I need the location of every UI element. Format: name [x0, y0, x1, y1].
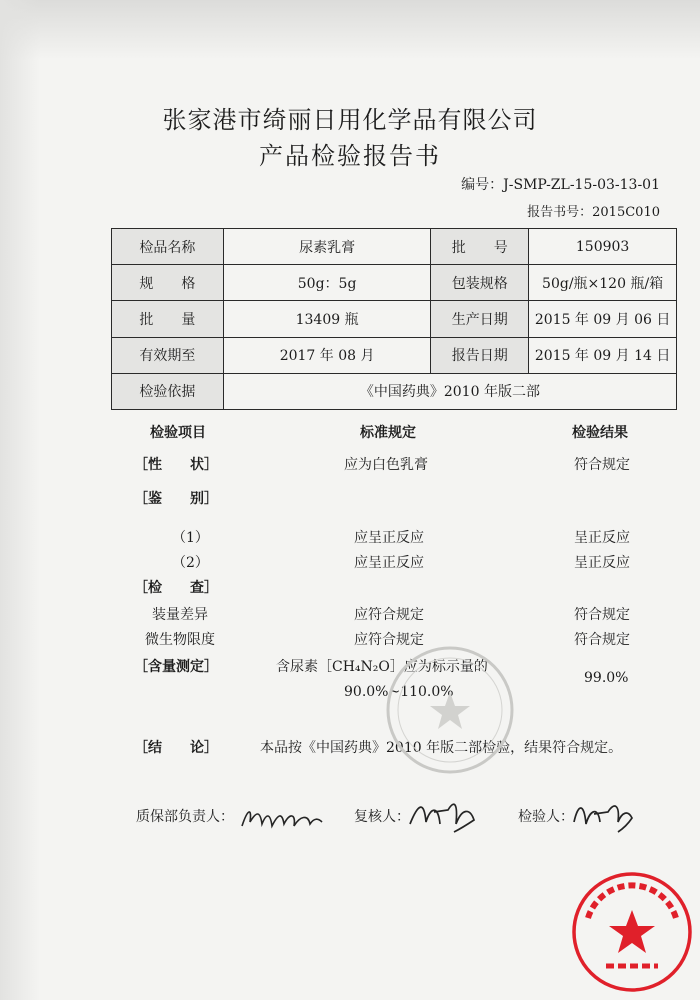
microbial-limit-label: 微生物限度 — [145, 632, 215, 648]
spec-label: 规 格 — [112, 265, 224, 301]
basis-label: 检验依据 — [112, 373, 224, 409]
qa-signature — [238, 800, 328, 834]
spec-value: 50g：5g — [223, 265, 431, 301]
table-row — [112, 301, 677, 337]
product-name-label: 检品名称 — [112, 229, 224, 265]
fill-variation-standard: 应符合规定 — [354, 607, 424, 623]
table-row — [112, 337, 677, 373]
document-number: 编号：J-SMP-ZL-15-03-13-01 — [461, 177, 660, 193]
production-date-label: 生产日期 — [431, 301, 529, 337]
inspector-signature-label: 检验人： — [518, 809, 574, 825]
batch-label: 批 号 — [431, 229, 529, 265]
identification-2-label: （2） — [172, 555, 209, 571]
identification-1-standard: 应呈正反应 — [354, 530, 424, 546]
assay-standard-line2: 90.0%~110.0% — [344, 684, 454, 700]
report-number: 报告书号：2015C010 — [527, 205, 660, 220]
quantity-label: 批 量 — [112, 301, 224, 337]
identification-label: ［鉴 别］ — [134, 491, 218, 507]
production-date-value: 2015 年 09 月 06 日 — [529, 301, 677, 337]
product-name-value: 尿素乳膏 — [223, 229, 431, 265]
identification-1-label: （1） — [172, 530, 209, 546]
inspection-label: ［检 查］ — [134, 580, 218, 596]
appearance-label: ［性 状］ — [134, 457, 218, 473]
reviewer-signature-label: 复核人： — [354, 809, 410, 825]
table-row — [112, 229, 677, 265]
basis-value: 《中国药典》2010 年版二部 — [223, 373, 676, 409]
product-info-table — [111, 228, 677, 410]
red-official-stamp — [566, 866, 700, 1000]
conclusion-text: 本品按《中国药典》2010 年版二部检验，结果符合规定。 — [260, 740, 623, 756]
microbial-limit-standard: 应符合规定 — [354, 632, 424, 648]
assay-result: 99.0% — [584, 670, 629, 686]
results-header-item: 检验项目 — [150, 425, 206, 441]
stamp-star — [609, 910, 655, 953]
reviewer-signature — [404, 794, 484, 838]
packing-value: 50g/瓶×120 瓶/箱 — [529, 265, 677, 301]
qa-signature-label: 质保部负责人： — [136, 809, 234, 825]
appearance-standard: 应为白色乳膏 — [344, 457, 428, 473]
fill-variation-label: 装量差异 — [152, 607, 208, 623]
seal-star — [430, 692, 470, 729]
scan-shadow-top — [0, 0, 700, 60]
table-row — [112, 373, 677, 409]
conclusion-label: ［结 论］ — [134, 740, 218, 756]
assay-label: ［含量测定］ — [134, 659, 218, 675]
appearance-result: 符合规定 — [574, 457, 630, 473]
results-header-result: 检验结果 — [572, 425, 628, 441]
expiry-value: 2017 年 08 月 — [223, 337, 431, 373]
batch-value: 150903 — [529, 229, 677, 265]
document-title: 产品检验报告书 — [259, 142, 441, 170]
inspector-signature — [568, 794, 638, 838]
company-seal — [380, 640, 520, 780]
table-row — [112, 265, 677, 301]
expiry-label: 有效期至 — [112, 337, 224, 373]
quantity-value: 13409 瓶 — [223, 301, 431, 337]
report-date-value: 2015 年 09 月 14 日 — [529, 337, 677, 373]
fill-variation-result: 符合规定 — [574, 607, 630, 623]
assay-standard-line1: 含尿素［CH₄N₂O］应为标示量的 — [276, 659, 488, 675]
report-date-label: 报告日期 — [431, 337, 529, 373]
packing-label: 包装规格 — [431, 265, 529, 301]
identification-1-result: 呈正反应 — [574, 530, 630, 546]
identification-2-result: 呈正反应 — [574, 555, 630, 571]
microbial-limit-result: 符合规定 — [574, 632, 630, 648]
company-name: 张家港市绮丽日用化学品有限公司 — [162, 106, 538, 134]
identification-2-standard: 应呈正反应 — [354, 555, 424, 571]
results-header-standard: 标准规定 — [360, 425, 416, 441]
